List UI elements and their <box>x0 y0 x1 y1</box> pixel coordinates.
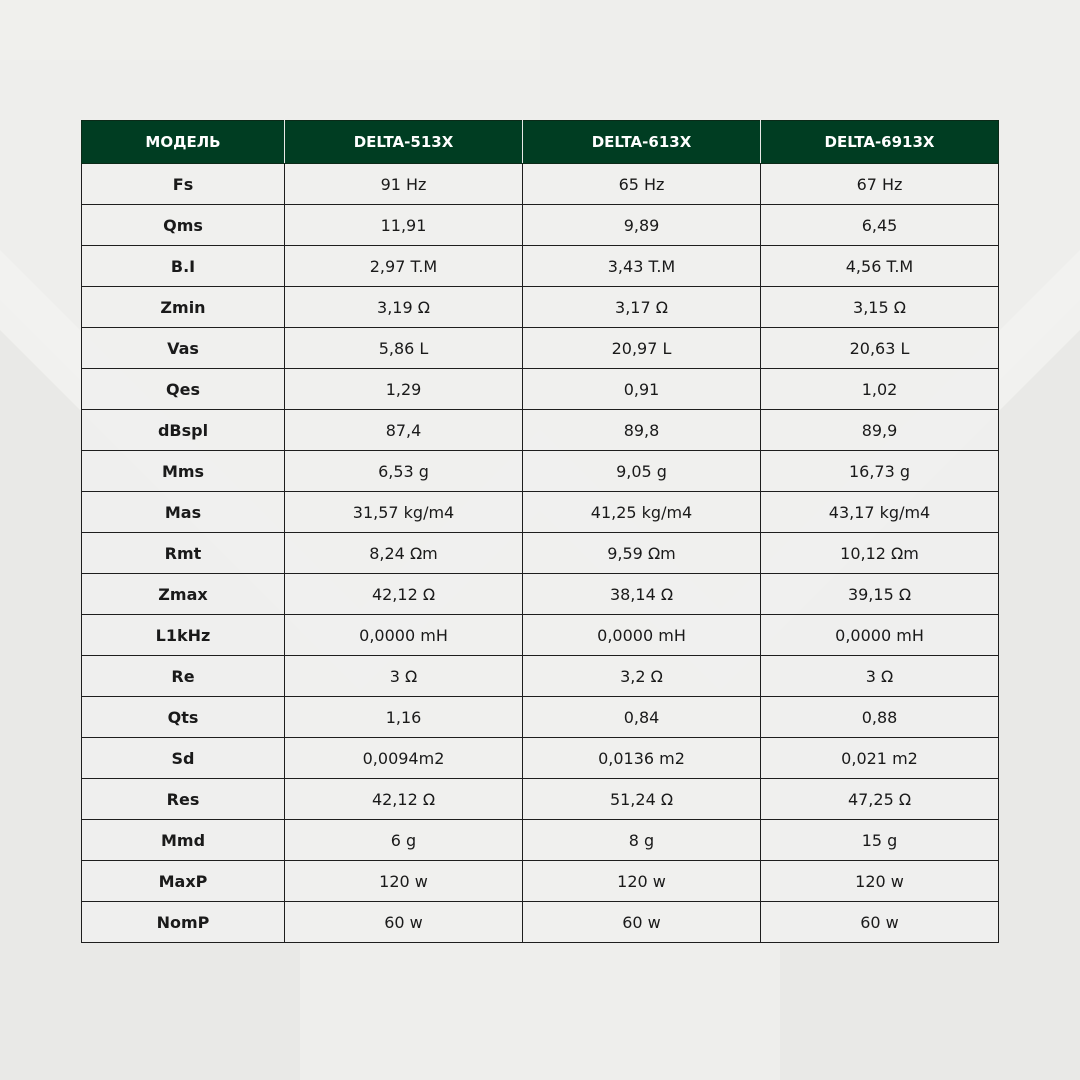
value-cell: 120 w <box>285 861 523 902</box>
value-cell: 3 Ω <box>285 656 523 697</box>
parameter-name-cell: Vas <box>82 328 285 369</box>
table-row <box>82 820 999 861</box>
value-cell: 1,02 <box>761 369 999 410</box>
value-cell: 6,53 g <box>285 451 523 492</box>
value-cell: 67 Hz <box>761 164 999 205</box>
value-cell: 3,19 Ω <box>285 287 523 328</box>
value-cell: 3,2 Ω <box>523 656 761 697</box>
parameter-name-cell: L1kHz <box>82 615 285 656</box>
table-row <box>82 697 999 738</box>
table-row <box>82 574 999 615</box>
table-body <box>82 164 999 943</box>
parameter-name-cell: dBspl <box>82 410 285 451</box>
value-cell: 0,91 <box>523 369 761 410</box>
header-delta-513x: DELTA-513X <box>285 121 523 164</box>
value-cell: 9,05 g <box>523 451 761 492</box>
value-cell: 6 g <box>285 820 523 861</box>
value-cell: 20,63 L <box>761 328 999 369</box>
value-cell: 0,021 m2 <box>761 738 999 779</box>
value-cell: 42,12 Ω <box>285 574 523 615</box>
header-delta-6913x: DELTA-6913X <box>761 121 999 164</box>
parameter-name-cell: Qts <box>82 697 285 738</box>
value-cell: 65 Hz <box>523 164 761 205</box>
value-cell: 39,15 Ω <box>761 574 999 615</box>
parameter-name-cell: MaxP <box>82 861 285 902</box>
value-cell: 3,43 T.M <box>523 246 761 287</box>
parameter-name-cell: Mas <box>82 492 285 533</box>
value-cell: 16,73 g <box>761 451 999 492</box>
value-cell: 4,56 T.M <box>761 246 999 287</box>
value-cell: 41,25 kg/m4 <box>523 492 761 533</box>
table-row <box>82 451 999 492</box>
header-model: МОДЕЛЬ <box>82 121 285 164</box>
value-cell: 0,0094m2 <box>285 738 523 779</box>
value-cell: 89,9 <box>761 410 999 451</box>
table-row <box>82 656 999 697</box>
table-row <box>82 615 999 656</box>
table-row <box>82 902 999 943</box>
parameter-name-cell: Zmin <box>82 287 285 328</box>
parameter-name-cell: Sd <box>82 738 285 779</box>
parameter-name-cell: Qes <box>82 369 285 410</box>
value-cell: 10,12 Ωm <box>761 533 999 574</box>
value-cell: 42,12 Ω <box>285 779 523 820</box>
value-cell: 89,8 <box>523 410 761 451</box>
value-cell: 120 w <box>761 861 999 902</box>
value-cell: 0,0000 mH <box>285 615 523 656</box>
table-row <box>82 328 999 369</box>
parameter-name-cell: Qms <box>82 205 285 246</box>
value-cell: 60 w <box>523 902 761 943</box>
value-cell: 3,15 Ω <box>761 287 999 328</box>
value-cell: 15 g <box>761 820 999 861</box>
value-cell: 87,4 <box>285 410 523 451</box>
value-cell: 1,29 <box>285 369 523 410</box>
value-cell: 0,84 <box>523 697 761 738</box>
parameter-name-cell: B.I <box>82 246 285 287</box>
header-delta-613x: DELTA-613X <box>523 121 761 164</box>
table-row <box>82 533 999 574</box>
value-cell: 8,24 Ωm <box>285 533 523 574</box>
value-cell: 5,86 L <box>285 328 523 369</box>
table-row <box>82 369 999 410</box>
value-cell: 60 w <box>285 902 523 943</box>
parameter-name-cell: Fs <box>82 164 285 205</box>
table-row <box>82 779 999 820</box>
value-cell: 0,88 <box>761 697 999 738</box>
value-cell: 60 w <box>761 902 999 943</box>
value-cell: 2,97 T.M <box>285 246 523 287</box>
value-cell: 0,0000 mH <box>523 615 761 656</box>
parameter-name-cell: Zmax <box>82 574 285 615</box>
value-cell: 51,24 Ω <box>523 779 761 820</box>
value-cell: 91 Hz <box>285 164 523 205</box>
table-row <box>82 164 999 205</box>
value-cell: 47,25 Ω <box>761 779 999 820</box>
value-cell: 120 w <box>523 861 761 902</box>
value-cell: 3,17 Ω <box>523 287 761 328</box>
table-row <box>82 205 999 246</box>
value-cell: 38,14 Ω <box>523 574 761 615</box>
table-row <box>82 492 999 533</box>
value-cell: 20,97 L <box>523 328 761 369</box>
parameter-name-cell: NomP <box>82 902 285 943</box>
table-row <box>82 246 999 287</box>
parameter-name-cell: Rmt <box>82 533 285 574</box>
value-cell: 9,59 Ωm <box>523 533 761 574</box>
table-row <box>82 738 999 779</box>
table-row <box>82 410 999 451</box>
value-cell: 3 Ω <box>761 656 999 697</box>
value-cell: 0,0000 mH <box>761 615 999 656</box>
value-cell: 43,17 kg/m4 <box>761 492 999 533</box>
speaker-spec-table <box>81 120 999 943</box>
value-cell: 9,89 <box>523 205 761 246</box>
table-row <box>82 861 999 902</box>
value-cell: 31,57 kg/m4 <box>285 492 523 533</box>
parameter-name-cell: Res <box>82 779 285 820</box>
value-cell: 8 g <box>523 820 761 861</box>
value-cell: 1,16 <box>285 697 523 738</box>
table-row <box>82 287 999 328</box>
parameter-name-cell: Re <box>82 656 285 697</box>
value-cell: 0,0136 m2 <box>523 738 761 779</box>
table-header-row <box>82 121 999 164</box>
value-cell: 11,91 <box>285 205 523 246</box>
value-cell: 6,45 <box>761 205 999 246</box>
parameter-name-cell: Mms <box>82 451 285 492</box>
parameter-name-cell: Mmd <box>82 820 285 861</box>
